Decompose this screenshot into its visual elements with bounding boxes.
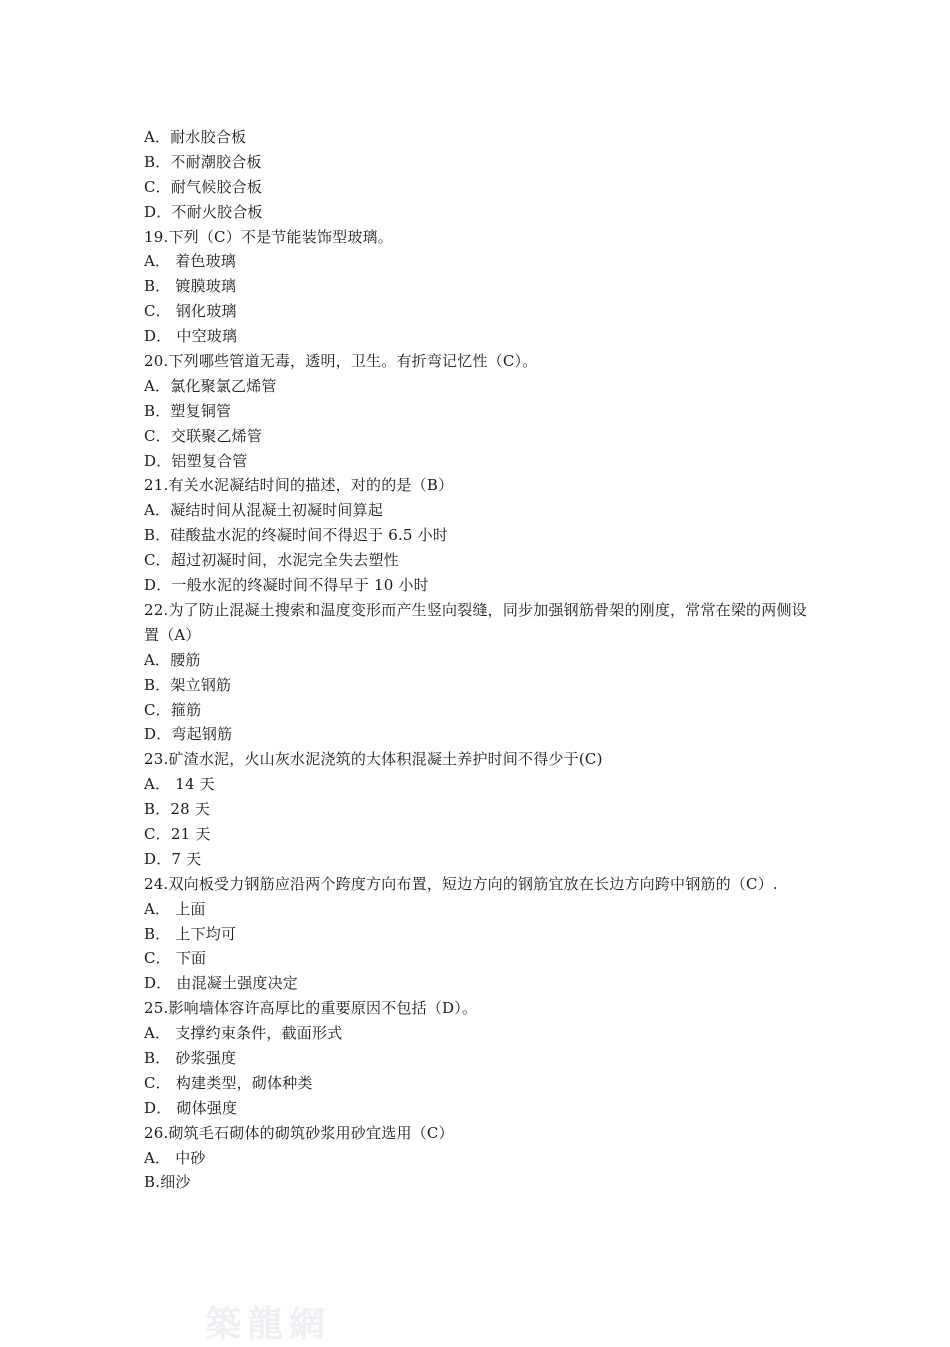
answer-option: C． 下面 — [144, 949, 207, 968]
question-text: 26.砌筑毛石砌体的砌筑砂浆用砂宜选用（C） — [144, 1123, 454, 1142]
answer-option: B．架立钢筋 — [144, 675, 232, 694]
answer-option: D．铝塑复合管 — [144, 451, 248, 470]
answer-option: D． 砌体强度 — [144, 1098, 238, 1117]
question-text: 21.有关水泥凝结时间的描述，对的的是（B） — [144, 476, 454, 495]
answer-option: A．凝结时间从混凝土初凝时间算起 — [144, 501, 384, 520]
answer-option: C．交联聚乙烯管 — [144, 426, 263, 445]
answer-option: A． 中砂 — [144, 1148, 206, 1167]
document-body — [144, 125, 814, 1195]
answer-option: A．氯化聚氯乙烯管 — [144, 376, 277, 395]
answer-option: B． 砂浆强度 — [144, 1049, 237, 1067]
answer-option: D．不耐火胶合板 — [144, 202, 263, 221]
answer-option: C．超过初凝时间，水泥完全失去塑性 — [144, 551, 399, 570]
question-text: 22.为了防止混凝土搜索和温度变形而产生竖向裂缝，同步加强钢筋骨架的刚度，常常在梁的两侧设置（A） — [144, 600, 807, 644]
answer-option: C．耐气候胶合板 — [144, 177, 263, 196]
question-text: 19.下列（C）不是节能装饰型玻璃。 — [144, 227, 393, 246]
answer-option: D．一般水泥的终凝时间不得早于 10 小时 — [144, 576, 429, 595]
question-text: 25.影响墙体容许高厚比的重要原因不包括（D）。 — [144, 999, 478, 1018]
question-text: 24.双向板受力钢筋应沿两个跨度方向布置，短边方向的钢筋宜放在长边方向跨中钢筋的（C）. — [144, 874, 778, 893]
answer-option: B.细沙 — [144, 1173, 191, 1192]
answer-option: C．箍筋 — [144, 700, 202, 719]
answer-option: D．7 天 — [144, 849, 202, 868]
watermark-logo: 築龍網 — [205, 1303, 332, 1345]
answer-option: A．腰筋 — [144, 650, 201, 669]
answer-option: C． 钢化玻璃 — [144, 302, 237, 321]
answer-option: D． 由混凝土强度决定 — [144, 974, 298, 993]
answer-option: D．弯起钢筋 — [144, 725, 233, 744]
question-text: 23.矿渣水泥，火山灰水泥浇筑的大体积混凝土养护时间不得少于(C) — [144, 750, 603, 769]
answer-option: A． 支撑约束条件，截面形式 — [144, 1024, 343, 1043]
answer-option: B．塑复铜管 — [144, 401, 232, 420]
question-text: 20.下列哪些管道无毒，透明，卫生。有折弯记忆性（C）。 — [144, 352, 538, 371]
answer-option: B．28 天 — [144, 800, 211, 819]
answer-option: A．耐水胶合板 — [144, 128, 247, 146]
answer-option: B． 镀膜玻璃 — [144, 277, 237, 296]
answer-option: A． 着色玻璃 — [144, 252, 237, 271]
answer-option: A． 上面 — [144, 899, 206, 918]
answer-option: C． 构建类型，砌体种类 — [144, 1073, 313, 1092]
answer-option: B． 上下均可 — [144, 924, 237, 943]
answer-option: B．不耐潮胶合板 — [144, 152, 262, 171]
answer-option: C．21 天 — [144, 824, 211, 843]
answer-option: A． 14 天 — [144, 775, 215, 794]
answer-option: D． 中空玻璃 — [144, 327, 238, 346]
answer-option: B．硅酸盐水泥的终凝时间不得迟于 6.5 小时 — [144, 526, 449, 545]
